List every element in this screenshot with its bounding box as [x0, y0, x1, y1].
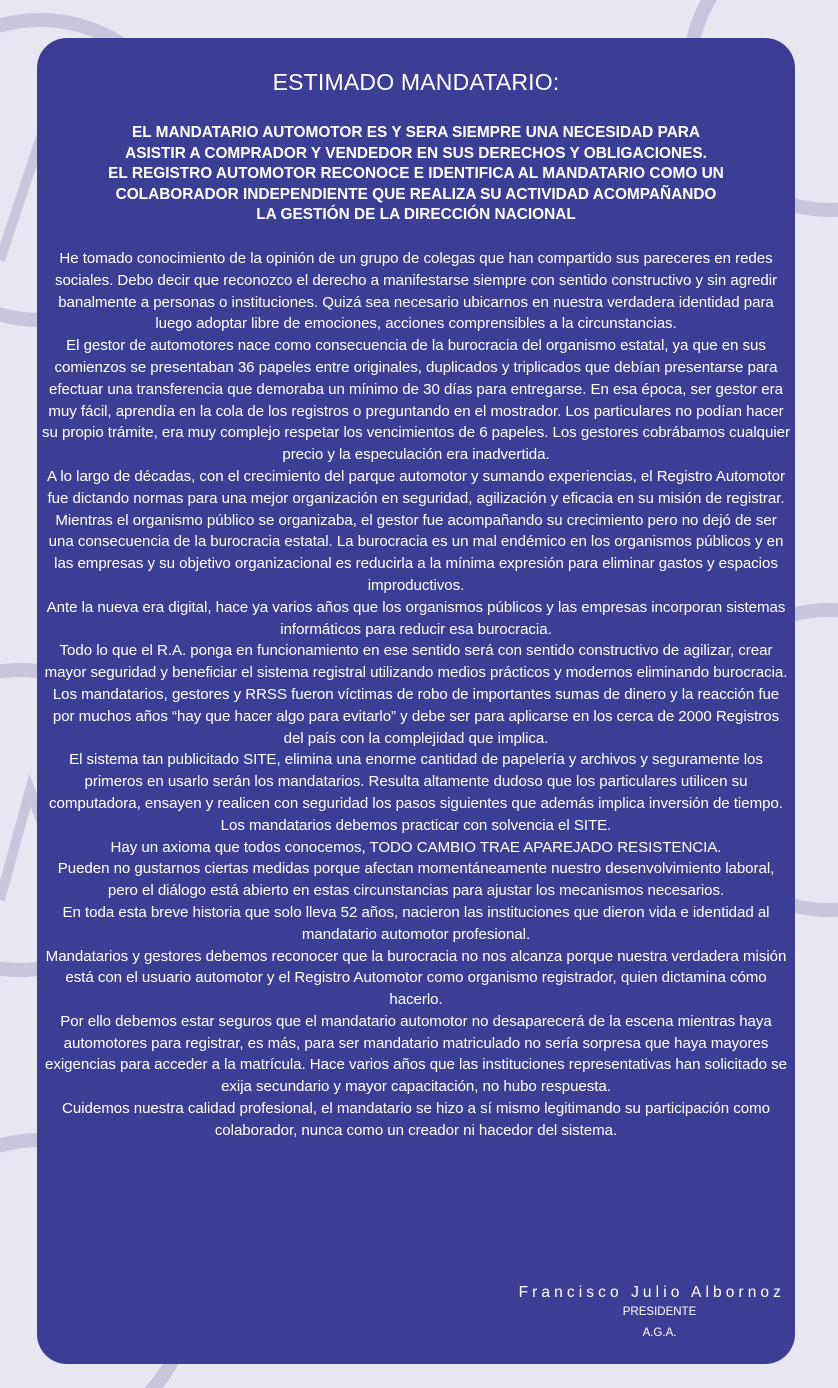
- body-paragraph: Cuidemos nuestra calidad profesional, el mandatario se hizo a sí mismo legitimando su participación como colaborador, nunca como un creador ni hacedor del sistema.: [62, 1100, 770, 1139]
- subtitle-line: EL MANDATARIO AUTOMOTOR ES Y SERA SIEMPRE UNA NECESIDAD PARA: [131, 124, 701, 141]
- signature-role: PRESIDENTE: [622, 1306, 697, 1318]
- body-paragraph: He tomado conocimiento de la opinión de un grupo de colegas que han compartido sus pareceres en redes sociales. Debo decir que reconozco el derecho a manifestarse siempre con sentido constructivo y sin agredir banalmente a personas o instituciones. Quizá sea necesario ubicarnos en nuestra verdadera identidad para luego adoptar libre de emociones, acciones comprensibles a la circunstancias.: [54, 250, 778, 333]
- subtitle-line: COLABORADOR INDEPENDIENTE QUE REALIZA SU ACTIVIDAD ACOMPAÑANDO: [115, 185, 717, 203]
- signature-org: A.G.A.: [642, 1327, 677, 1339]
- body-paragraph: Mandatarios y gestores debemos reconocer que la burocracia no nos alcanza porque nuestra verdadera misión está con el usuario automotor y el Registro Automotor como organismo registrador, quien dictamina cómo hacerlo.: [45, 947, 787, 1009]
- body-paragraph: Los mandatarios, gestores y RRSS fueron víctimas de robo de importantes sumas de dinero y la reacción fue por muchos años “hay que hacer algo para evitarlo” y debe ser para aplicarse en los cerca de 2000 Registros del país con la complejidad que implica.: [52, 685, 780, 747]
- body-paragraph: A lo largo de décadas, con el crecimiento del parque automotor y sumando experiencias, el Registro Automotor fue dictando normas para una mejor organización en seguridad, agilización y eficacia en su misión de registrar.: [47, 467, 785, 507]
- subtitle-line: ASISTIR A COMPRADOR Y VENDEDOR EN SUS DERECHOS Y OBLIGACIONES.: [125, 144, 707, 162]
- body-paragraph: En toda esta breve historia que solo lleva 52 años, nacieron las instituciones que dieron vida e identidad al mandatario automotor profesional.: [62, 903, 770, 943]
- body-paragraph: Por ello debemos estar seguros que el mandatario automotor no desaparecerá de la escena mientras haya automotores para registrar, es más, para ser mandatario matriculado no sería sorpresa que haya mayores exigencias para acceder a la matrícula. Hace varios años que las instituciones representativas han solicitado se exija secundario y mayor capacitación, no hubo respuesta.: [45, 1012, 787, 1096]
- letter-card: [37, 38, 795, 1364]
- body-paragraph: El sistema tan publicitado SITE, elimina una enorme cantidad de papelería y archivos y seguramente los primeros en usarlo serán los mandatarios. Resulta altamente dudoso que los particulares utilicen su computadora, ensayen y realicen con seguridad los pasos siguientes que además implica inversión de tiempo. Los mandatarios debemos practicar con solvencia el SITE.: [49, 751, 783, 834]
- subtitle-line: LA GESTIÓN DE LA DIRECCIÓN NACIONAL: [256, 206, 576, 223]
- letter-body: [41, 248, 791, 1142]
- body-paragraph: Todo lo que el R.A. ponga en funcionamiento en ese sentido será con sentido constructivo de agilizar, crear mayor seguridad y beneficiar el sistema registral utilizando medios prácticos y modernos eliminando burocracia.: [44, 642, 788, 682]
- body-paragraph: Hay un axioma que todos conocemos, TODO CAMBIO TRAE APAREJADO RESISTENCIA.: [110, 838, 722, 856]
- letter-title: ESTIMADO MANDATARIO:: [272, 69, 560, 95]
- body-paragraph: Pueden no gustarnos ciertas medidas porque afectan momentáneamente nuestro desenvolvimiento laboral, pero el diálogo está abierto en estas circunstancias para ajustar los mecanismos necesarios.: [57, 860, 775, 900]
- body-paragraph: Ante la nueva era digital, hace ya varios años que los organismos públicos y las empresas incorporan sistemas informáticos para reducir esa burocracia.: [46, 598, 786, 638]
- body-paragraph: El gestor de automotores nace como consecuencia de la burocracia del organismo estatal, ya que en sus comienzos se presentaban 36 papeles entre originales, duplicados y triplicados que debían presentarse para efectuar una transferencia que demoraba un mínimo de 30 días para entregarse. En esa época, ser gestor era muy fácil, aprendía en la cola de los registros o preguntando en el mostrador. Los particulares no podían hacer su propio trámite, era muy complejo respetar los vencimientos de 6 papeles. Los gestores cobrábamos cualquier precio y la especulación era inadvertida.: [42, 337, 790, 464]
- letter-subtitle: [43, 123, 789, 226]
- subtitle-line: EL REGISTRO AUTOMOTOR RECONOCE E IDENTIFICA AL MANDATARIO COMO UN: [108, 165, 724, 182]
- body-paragraph: Mientras el organismo público se organizaba, el gestor fue acompañando su crecimiento pero no dejó de ser una consecuencia de la burocracia estatal. La burocracia es un mal endémico en los organismos públicos y en las empresas y su objetivo organizacional es reducirla a la mínima expresión para eliminar gastos y espacios improductivos.: [48, 511, 784, 594]
- signature-name: Francisco Julio Albornoz: [518, 1284, 785, 1301]
